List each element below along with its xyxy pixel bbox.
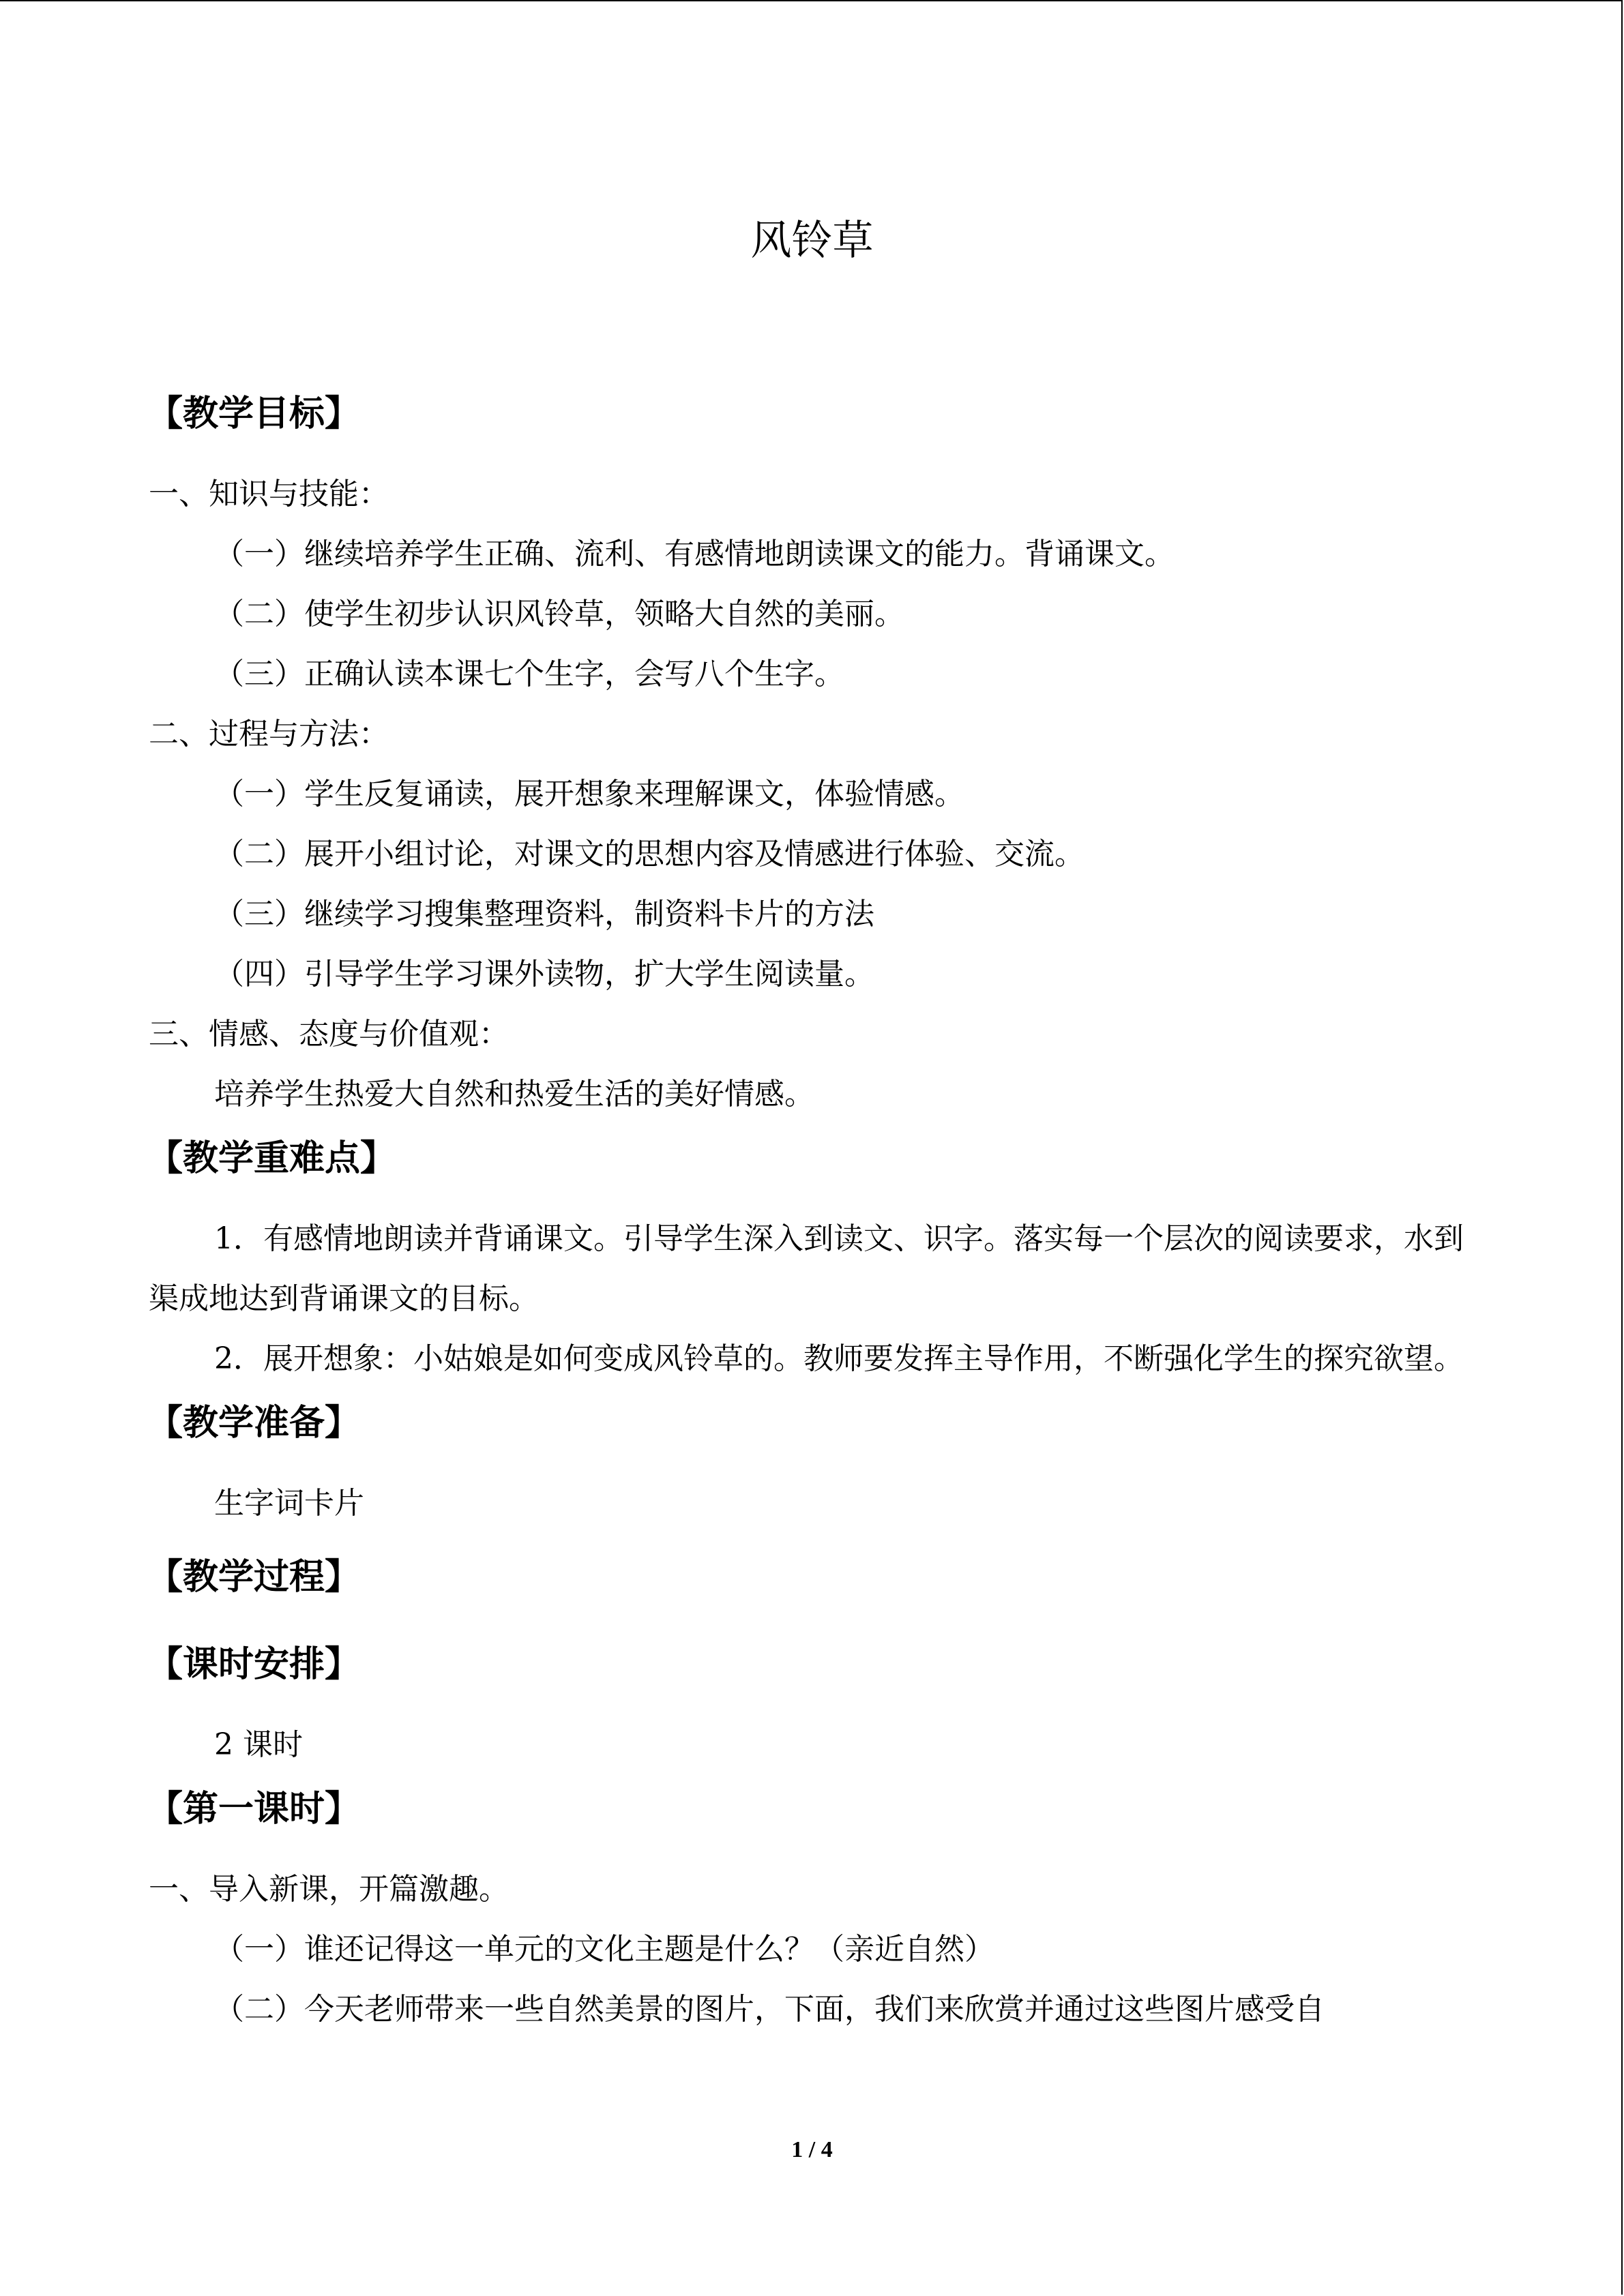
- key-point-paragraph: 1．有感情地朗读并背诵课文。引导学生深入到读文、识字。落实每一个层次的阅读要求，水到渠成地达到背诵课文的目标。: [149, 1221, 1464, 1316]
- heading-lesson-one: 【第一课时】: [147, 1789, 361, 1830]
- heading-teaching-process: 【教学过程】: [147, 1557, 361, 1598]
- heading-schedule: 【课时安排】: [147, 1644, 361, 1685]
- goal-process-item: （三）继续学习搜集整理资料，制资料卡片的方法: [214, 897, 874, 931]
- goal-knowledge-label: 一、知识与技能：: [149, 477, 389, 511]
- heading-preparation: 【教学准备】: [147, 1403, 361, 1444]
- goal-process-item: （二）展开小组讨论，对课文的思想内容及情感进行体验、交流。: [214, 837, 1084, 871]
- goal-knowledge-item: （一）继续培养学生正确、流利、有感情地朗读课文的能力。背诵课文。: [214, 537, 1175, 571]
- goal-values-label: 三、情感、态度与价值观：: [149, 1017, 509, 1052]
- heading-key-points: 【教学重难点】: [147, 1138, 396, 1179]
- document-title: 风铃草: [750, 217, 874, 265]
- lesson-step-item: （一）谁还记得这一单元的文化主题是什么？（亲近自然）: [214, 1932, 994, 1967]
- goal-process-label: 二、过程与方法：: [149, 717, 389, 751]
- page-number: 1 / 4: [791, 2137, 833, 2162]
- heading-teaching-goals: 【教学目标】: [147, 393, 361, 434]
- preparation-text: 生字词卡片: [214, 1486, 364, 1521]
- goal-values-text: 培养学生热爱大自然和热爱生活的美好情感。: [214, 1077, 814, 1112]
- schedule-text: 2 课时: [214, 1727, 303, 1762]
- goal-process-item: （一）学生反复诵读，展开想象来理解课文，体验情感。: [214, 777, 964, 811]
- lesson-step-item: （二）今天老师带来一些自然美景的图片，下面，我们来欣赏并通过这些图片感受自: [214, 1992, 1325, 2027]
- lesson-step-label: 一、导入新课，开篇激趣。: [149, 1872, 509, 1907]
- goal-process-item: （四）引导学生学习课外读物，扩大学生阅读量。: [214, 957, 874, 992]
- key-point-paragraph: 2．展开想象：小姑娘是如何变成风铃草的。教师要发挥主导作用，不断强化学生的探究欲望。: [214, 1341, 1464, 1376]
- goal-knowledge-item: （二）使学生初步认识风铃草，领略大自然的美丽。: [214, 597, 904, 631]
- document-body: [149, 380, 1486, 2040]
- goal-knowledge-item: （三）正确认读本课七个生字，会写八个生字。: [214, 657, 844, 691]
